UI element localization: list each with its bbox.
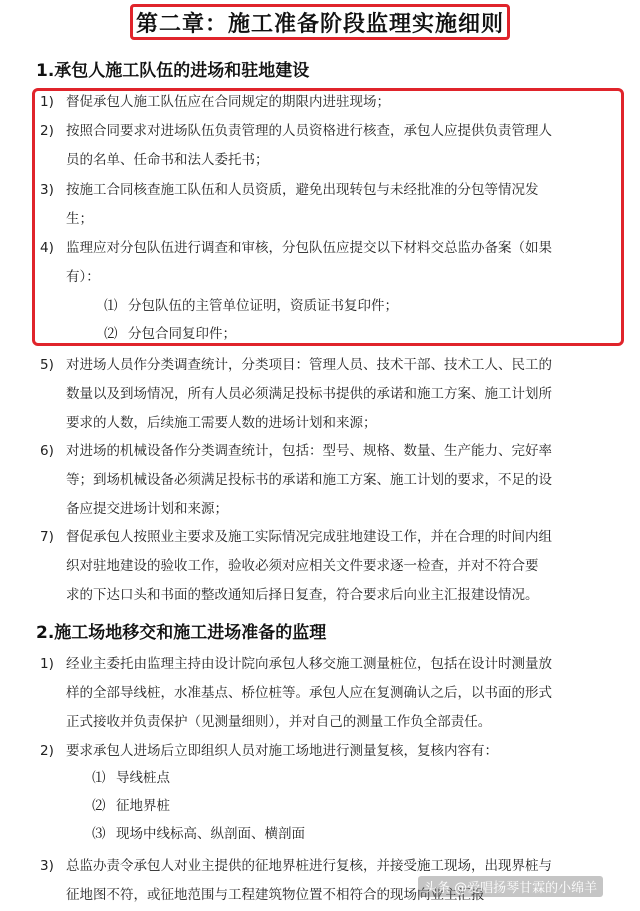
item-number: 7)	[40, 529, 54, 545]
item-line: 总监办责令承包人对业主提供的征地界桩进行复核，并接受施工现场，出现界桩与	[66, 858, 552, 874]
item-line: 样的全部导线桩，水准基点、桥位桩等。承包人应在复测确认之后，以书面的形式	[66, 685, 552, 701]
section1-heading: 1.承包人施工队伍的进场和驻地建设	[36, 61, 310, 81]
item-line: 督促承包人施工队伍应在合同规定的期限内进驻现场；	[66, 94, 390, 110]
item-number: 3)	[40, 182, 54, 198]
item-line: 对进场人员作分类调查统计，分类项目：管理人员、技术干部、技术工人、民工的	[66, 357, 552, 373]
sub-item-text: 导线桩点	[116, 770, 170, 786]
item-number: 2)	[40, 743, 54, 759]
item-number: 1)	[40, 656, 54, 672]
chapter-title-box	[130, 4, 510, 40]
sub-item-text: 现场中线标高、纵剖面、横剖面	[116, 826, 305, 842]
item-line: 数量以及到场情况，所有人员必须满足投标书提供的承诺和施工方案、施工计划所	[66, 386, 552, 402]
item-line: 织对驻地建设的验收工作，验收必须对应相关文件要求逐一检查，并对不符合要	[66, 558, 539, 574]
item-line: 经业主委托由监理主持由设计院向承包人移交施工测量桩位，包括在设计时测量放	[66, 656, 552, 672]
item-number: 6)	[40, 443, 54, 459]
item-line: 征地图不符，或征地范围与工程建筑物位置不相符合的现场向业主汇报	[66, 887, 485, 903]
item-line: 员的名单、任命书和法人委托书；	[66, 152, 269, 168]
item-line: 按施工合同核查施工队伍和人员资质，避免出现转包与未经批准的分包等情况发	[66, 182, 539, 198]
item-number: 3)	[40, 858, 54, 874]
item-line: 按照合同要求对进场队伍负责管理的人员资格进行核查，承包人应提供负责管理人	[66, 123, 552, 139]
item-line: 督促承包人按照业主要求及施工实际情况完成驻地建设工作，并在合理的时间内组	[66, 529, 552, 545]
item-line: 要求承包人进场后立即组织人员对施工场地进行测量复核，复核内容有：	[66, 743, 498, 759]
item-line: 对进场的机械设备作分类调查统计，包括：型号、规格、数量、生产能力、完好率	[66, 443, 552, 459]
sub-item-number: ⑴	[92, 770, 106, 786]
item-number: 4)	[40, 240, 54, 256]
sub-item-number: ⑵	[104, 326, 118, 342]
item-line: 要求的人数，后续施工需要人数的进场计划和来源；	[66, 415, 377, 431]
watermark: 头条 @爱唱扬琴甘霖的小绵羊	[418, 876, 603, 897]
sub-item-text: 分包队伍的主管单位证明，资质证书复印件；	[128, 298, 398, 314]
sub-item-number: ⑶	[92, 826, 106, 842]
sub-item-number: ⑵	[92, 798, 106, 814]
item-line: 等；到场机械设备必须满足投标书的承诺和施工方案、施工计划的要求，不足的设	[66, 472, 552, 488]
chapter-title: 第二章：施工准备阶段监理实施细则	[135, 10, 504, 37]
sub-item-text: 分包合同复印件；	[128, 326, 236, 342]
sub-item-number: ⑴	[104, 298, 118, 314]
sub-item-text: 征地界桩	[116, 798, 170, 814]
item-number: 1)	[40, 94, 54, 110]
item-line: 有）：	[66, 269, 100, 285]
item-number: 2)	[40, 123, 54, 139]
item-number: 5)	[40, 357, 54, 373]
section2-heading: 2.施工场地移交和施工进场准备的监理	[36, 623, 327, 643]
item-line: 正式接收并负责保护（见测量细则），并对自己的测量工作负全部责任。	[66, 714, 492, 730]
item-line: 求的下达口头和书面的整改通知后择日复查，符合要求后向业主汇报建设情况。	[66, 587, 539, 603]
item-line: 生；	[66, 211, 93, 227]
item-line: 监理应对分包队伍进行调查和审核，分包队伍应提交以下材料交总监办备案（如果	[66, 240, 552, 256]
item-line: 备应提交进场计划和来源；	[66, 501, 228, 517]
